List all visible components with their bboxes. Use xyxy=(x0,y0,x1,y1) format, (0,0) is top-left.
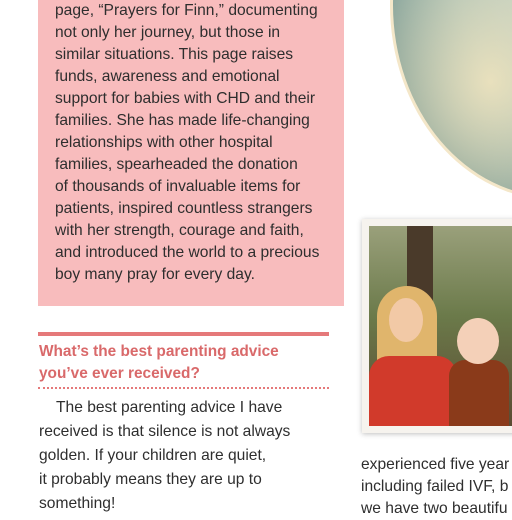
circular-photo xyxy=(390,0,512,200)
pink-line: funds, awareness and emotional xyxy=(55,68,280,85)
question-line: you’ve ever received? xyxy=(39,365,200,382)
pink-line: and introduced the world to a precious xyxy=(55,244,320,261)
answer-line: The best parenting advice I have xyxy=(56,399,283,416)
right-column-text xyxy=(361,454,512,520)
pink-line: not only her journey, but those in xyxy=(55,24,281,41)
right-line: including failed IVF, b xyxy=(361,478,509,495)
pink-line: support for babies with CHD and their xyxy=(55,90,316,107)
question-heading xyxy=(39,341,329,385)
answer-line: golden. If your children are quiet, xyxy=(39,447,267,464)
mother-shirt xyxy=(369,356,457,426)
answer-line: it probably means they are up to xyxy=(39,471,262,488)
answer-text xyxy=(39,396,329,516)
pink-box-text xyxy=(55,0,351,286)
answer-line: something! xyxy=(39,495,116,512)
family-photo-frame xyxy=(362,219,512,433)
pink-line: patients, inspired countless strangers xyxy=(55,200,313,217)
question-line: What’s the best parenting advice xyxy=(39,343,279,360)
pink-line: page, “Prayers for Finn,” documenting xyxy=(55,2,318,19)
right-line: experienced five year xyxy=(361,456,510,473)
mother-face xyxy=(389,298,423,342)
right-line: we have two beautifu xyxy=(361,500,508,517)
pink-line: boy many pray for every day. xyxy=(55,266,255,283)
pink-line: families, spearheaded the donation xyxy=(55,156,298,173)
pink-line: families. She has made life-changing xyxy=(55,112,310,129)
pink-line: with her strength, courage and faith, xyxy=(55,222,304,239)
dotted-divider xyxy=(38,387,329,389)
answer-line: received is that silence is not always xyxy=(39,423,291,440)
baby-body xyxy=(449,360,509,426)
section-divider xyxy=(38,332,329,336)
pink-info-box xyxy=(38,0,344,306)
family-photo xyxy=(369,226,512,426)
pink-line: relationships with other hospital xyxy=(55,134,273,151)
pink-line: similar situations. This page raises xyxy=(55,46,294,63)
pink-line: of thousands of invaluable items for xyxy=(55,178,301,195)
baby-face xyxy=(457,318,499,364)
